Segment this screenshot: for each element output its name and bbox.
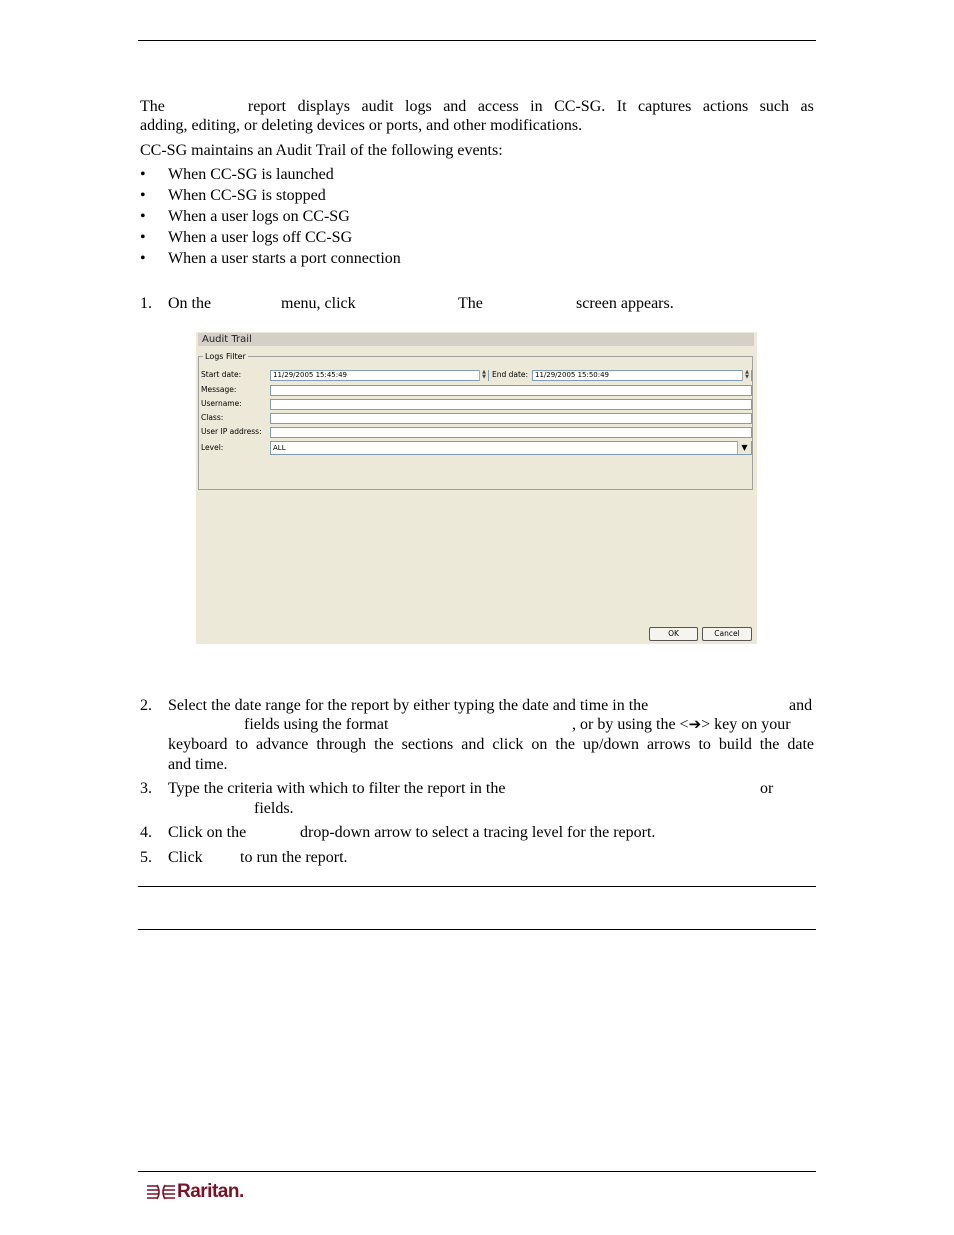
start-date-value: 11/29/2005 15:45:49 xyxy=(273,371,348,379)
class-field[interactable] xyxy=(270,413,752,424)
step-text-part: , or by using the < xyxy=(572,716,689,733)
list-item-text: When CC-SG is stopped xyxy=(168,187,326,204)
step-text: fields using the format xyxy=(244,716,389,733)
section-rule xyxy=(138,929,816,930)
raritan-logo xyxy=(145,1180,255,1204)
chevron-down-icon[interactable]: ▼ xyxy=(737,441,751,454)
footer-rule xyxy=(138,1171,816,1172)
user-ip-label: User IP address: xyxy=(201,427,262,436)
bullet-icon: • xyxy=(140,229,146,246)
intro-word: and xyxy=(443,98,467,115)
list-item-text: When a user logs off CC-SG xyxy=(168,229,353,246)
step-text: drop-down arrow to select a tracing level for the report. xyxy=(300,824,656,841)
step-number: 2. xyxy=(140,697,152,714)
step-number: 1. xyxy=(140,295,152,312)
intro-word: such xyxy=(759,98,789,115)
step-text: screen appears. xyxy=(576,295,674,312)
bullet-icon: • xyxy=(140,250,146,267)
intro-word: CC-SG. xyxy=(554,98,606,115)
intro-word: report xyxy=(247,98,287,115)
step-text: Type the criteria with which to filter the report in the xyxy=(168,780,506,797)
intro-word: logs xyxy=(405,98,432,115)
end-date-spinner[interactable] xyxy=(742,370,751,381)
spin-down-icon: ▼ xyxy=(745,374,749,380)
intro-word: in xyxy=(530,98,543,115)
intro-word: The xyxy=(140,98,165,115)
spin-up-icon: ▲ xyxy=(482,369,486,375)
level-select[interactable] xyxy=(270,441,752,455)
end-date-label: End date: xyxy=(492,370,529,379)
header-rule xyxy=(138,40,816,41)
right-arrow-icon: ➔ xyxy=(688,715,702,733)
intro-gap xyxy=(176,97,236,117)
intro-line-2: adding, editing, or deleting devices or ports, and other modifications. xyxy=(140,117,583,134)
start-date-label: Start date: xyxy=(201,370,242,379)
end-date-value: 11/29/2005 15:50:49 xyxy=(535,371,610,379)
section-rule xyxy=(138,886,816,887)
bullet-icon: • xyxy=(140,208,146,225)
logo-text: Raritan. xyxy=(177,1181,244,1202)
message-field[interactable] xyxy=(270,385,752,396)
step-text-part: > key on your xyxy=(701,716,791,733)
start-date-spinner[interactable] xyxy=(479,370,488,381)
intro-word: displays xyxy=(297,98,351,115)
raritan-logo-mark-icon xyxy=(145,1180,177,1204)
group-label: Logs Filter xyxy=(205,352,246,361)
spin-up-icon: ▲ xyxy=(745,369,749,375)
username-field[interactable] xyxy=(270,399,752,410)
step-text: or xyxy=(760,780,774,797)
step-number: 3. xyxy=(140,780,152,797)
list-item-text: When CC-SG is launched xyxy=(168,166,334,183)
step-number: 4. xyxy=(140,824,152,841)
message-label: Message: xyxy=(201,385,237,394)
level-label: Level: xyxy=(201,443,224,452)
ok-button[interactable]: OK xyxy=(649,627,698,641)
end-date-field[interactable] xyxy=(532,370,752,381)
step-text: and xyxy=(789,697,813,714)
user-ip-field[interactable] xyxy=(270,427,752,438)
step-text: The xyxy=(458,295,483,312)
step-text: On the xyxy=(168,295,212,312)
intro-line-1 xyxy=(140,97,814,117)
intro-word: It xyxy=(616,98,627,115)
audit-trail-screenshot xyxy=(196,332,757,644)
cancel-button[interactable]: Cancel xyxy=(702,627,752,641)
class-label: Class: xyxy=(201,413,224,422)
username-label: Username: xyxy=(201,399,242,408)
list-item-text: When a user starts a port connection xyxy=(168,250,401,267)
intro-word: actions xyxy=(702,98,749,115)
step-text: keyboard to advance through the sections and click on the up/down arrows to build the date xyxy=(168,736,814,753)
bullet-icon: • xyxy=(140,166,146,183)
step-number: 5. xyxy=(140,849,152,866)
step-text: Click xyxy=(168,849,203,866)
intro-word: access xyxy=(477,98,519,115)
intro-word: captures xyxy=(638,98,692,115)
start-date-field[interactable] xyxy=(270,370,489,381)
step-text xyxy=(572,715,791,735)
step-text: Click on the xyxy=(168,824,247,841)
step-text: Select the date range for the report by either typing the date and time in the xyxy=(168,697,649,714)
level-value: ALL xyxy=(273,444,286,452)
step-text: menu, click xyxy=(281,295,356,312)
list-item-text: When a user logs on CC-SG xyxy=(168,208,350,225)
intro-line-3: CC-SG maintains an Audit Trail of the following events: xyxy=(140,142,503,159)
intro-word: as xyxy=(800,98,814,115)
bullet-icon: • xyxy=(140,187,146,204)
window-title: Audit Trail xyxy=(198,333,754,346)
spin-down-icon: ▼ xyxy=(482,374,486,380)
step-text: fields. xyxy=(254,800,294,817)
intro-word: audit xyxy=(361,98,394,115)
logs-filter-group xyxy=(198,352,753,490)
step-text: and time. xyxy=(168,756,228,773)
step-text: to run the report. xyxy=(240,849,348,866)
